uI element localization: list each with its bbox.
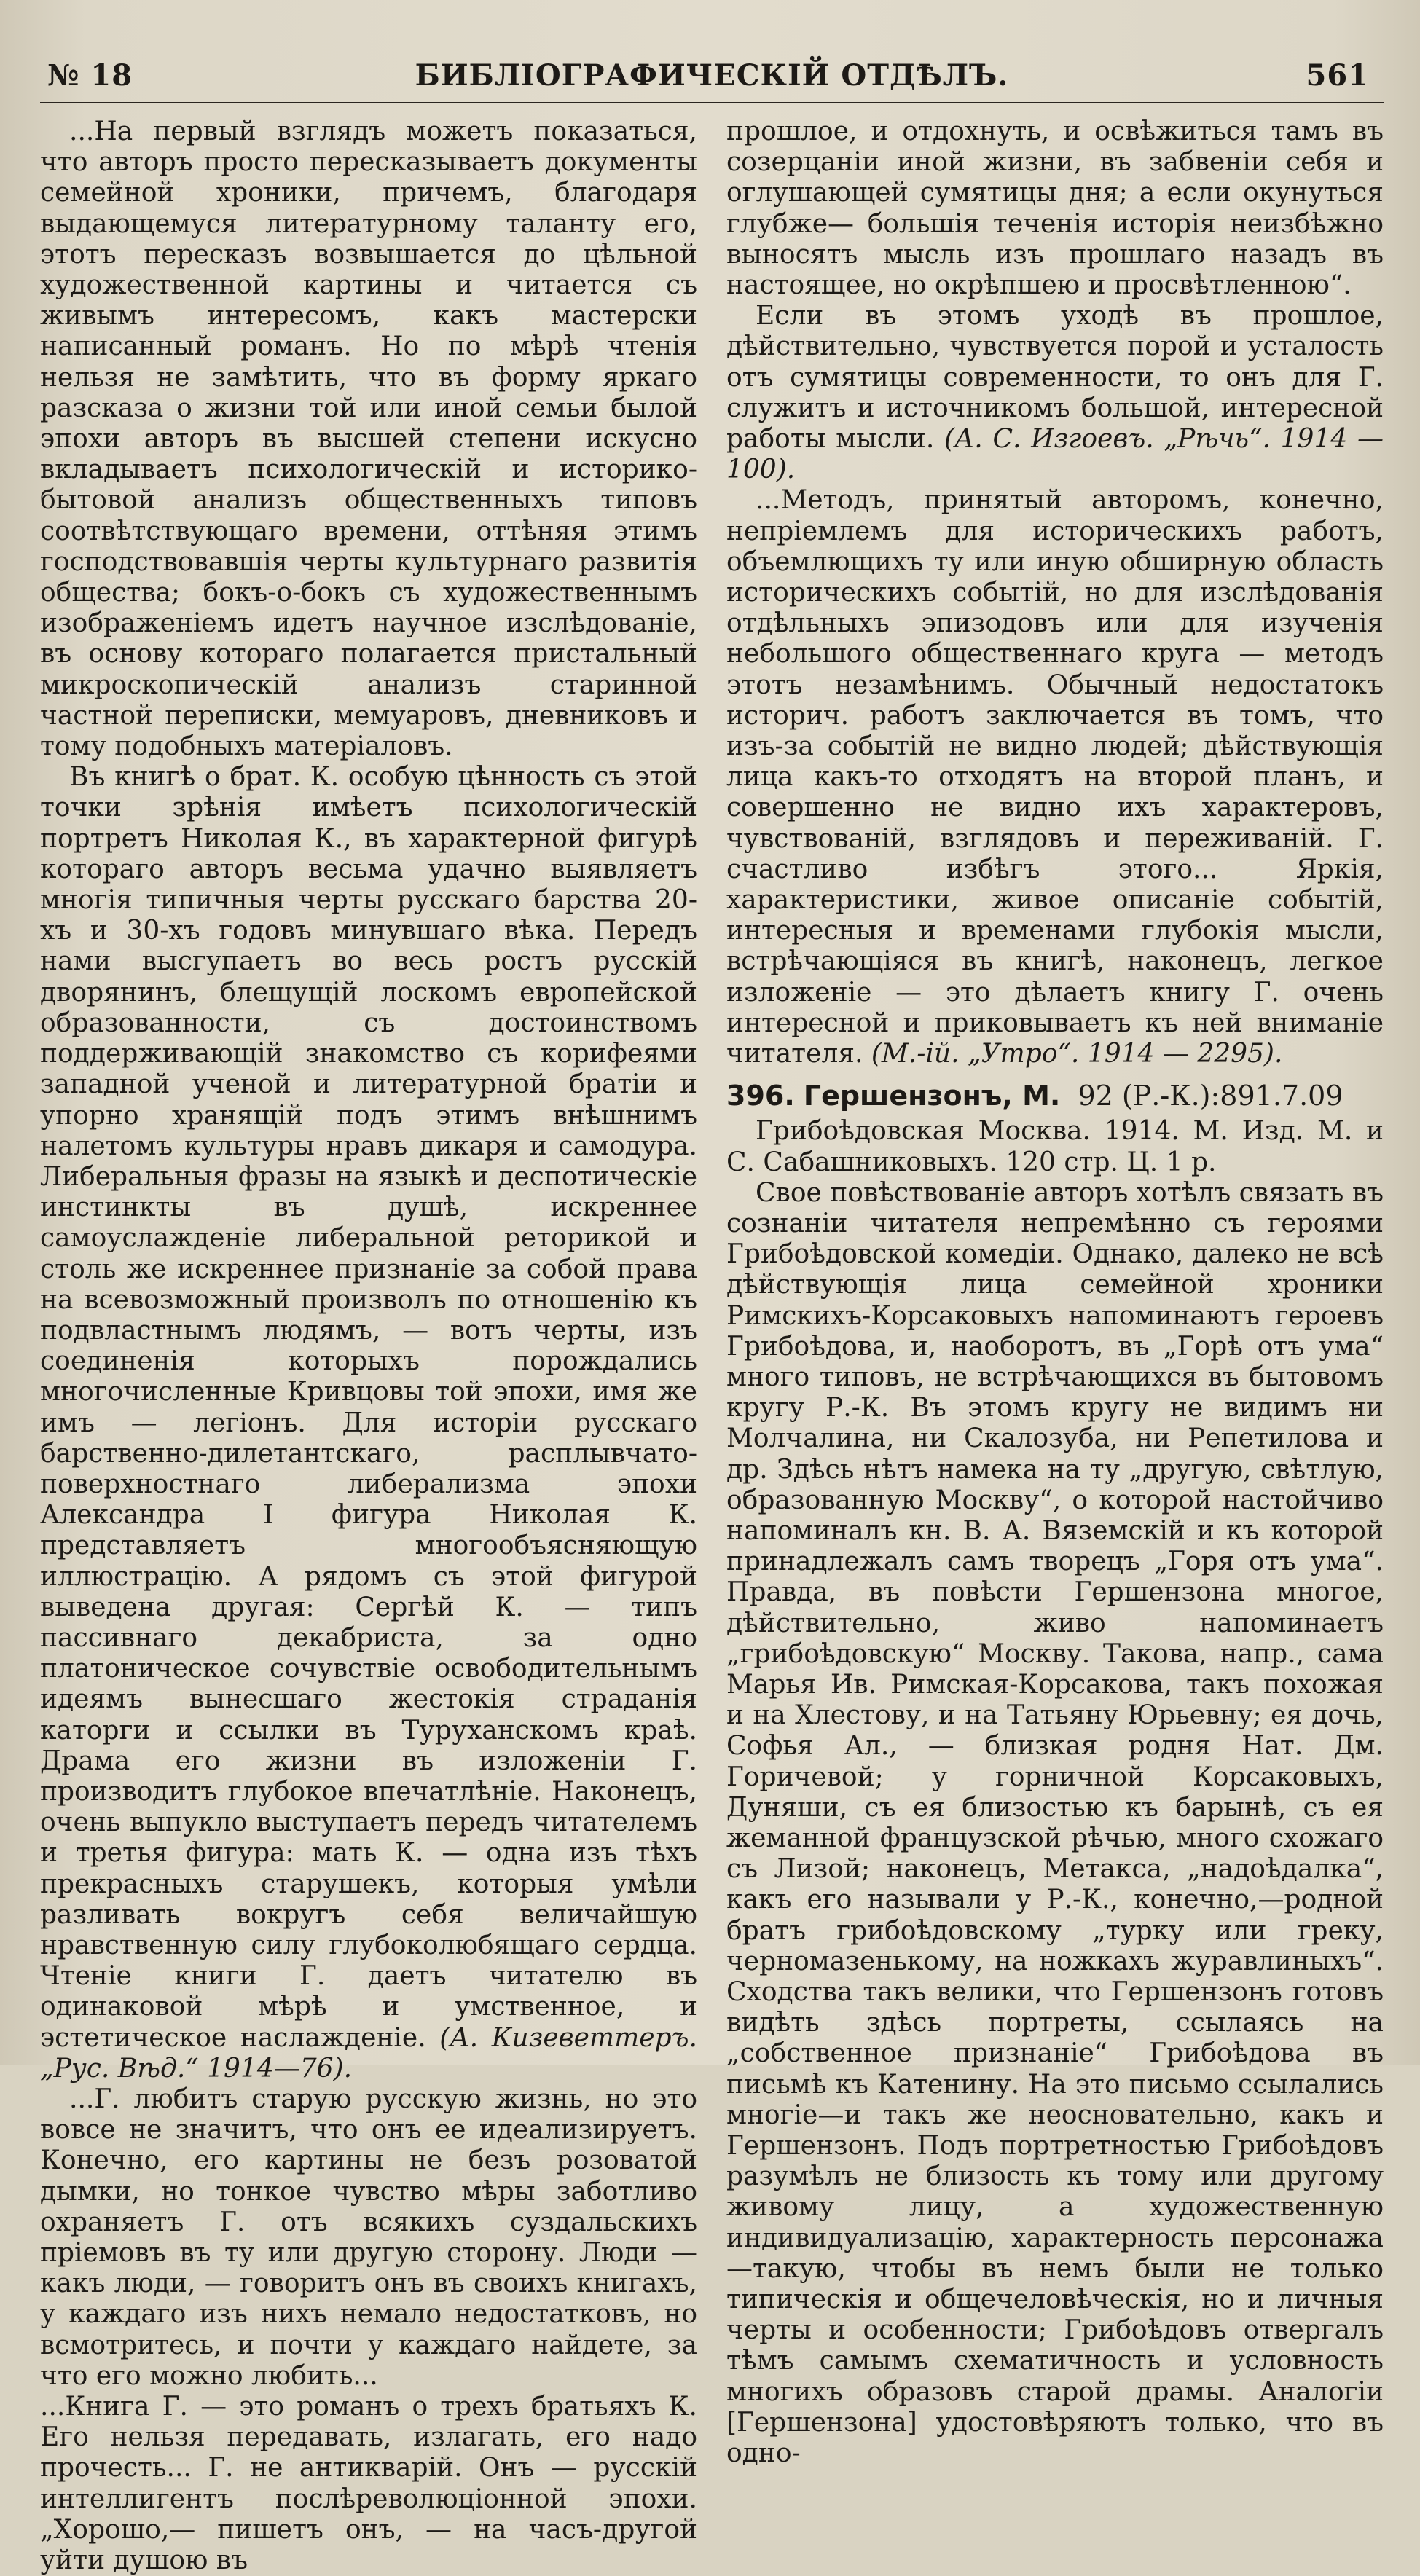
review-paragraph: [726, 301, 1384, 485]
issue-number: № 18: [47, 58, 133, 93]
source-citation: (А. Кизеветтеръ. „Рус. Вѣд.“ 1914—76).: [40, 2022, 697, 2084]
section-title: БИБЛІОГРАФИЧЕСКІЙ ОТДѢЛЪ.: [415, 58, 1009, 93]
page-number: 561: [1306, 58, 1369, 93]
review-paragraph: Свое повѣствованіе авторъ хотѣлъ связать въ сознаніи читателя непремѣнно съ героями Грибоѣдовской комедіи. Однако, далеко не всѣ дѣйствующія лица семейной хроники Римскихъ-Корсаковыхъ напоминаютъ героевъ Грибоѣдова, и, наоборотъ, въ „Горѣ отъ ума“ много типовъ, не встрѣчающихся въ бытовомъ кругу Р.-К. Въ этомъ кругу не видимъ ни Молчалина, ни Скалозуба, ни Репетилова и др. Здѣсь нѣтъ намека на ту „другую, свѣтлую, образованную Москву“, о которой настойчиво напоминалъ кн. В. А. Вяземскій и къ которой принадлежалъ самъ творецъ „Горя отъ ума“. Правда, въ повѣсти Гершензона многое, дѣйствительно, живо напоминаетъ „грибоѣдовскую“ Москву. Такова, напр., сама Марья Ив. Римская-Корсакова, такъ похожая и на Хлестову, и на Татьяну Юрьевну; ея дочь, Софья Ал., — близкая родня Нат. Дм. Горичевой; у горничной Корсаковыхъ, Дуняши, съ ея близостью къ барынѣ, съ ея жеманной французской рѣчью, много схожаго съ Лизой; наконецъ, Метакса, „надоѣдалка“, какъ его называли у Р.-К., конечно,—родной братъ грибоѣдовскому „турку или греку, черномазенькому, на ножкахъ журавлиныхъ“. Сходства такъ велики, что Гершензонъ готовъ видѣть здѣсь портреты, ссылаясь на „собственное признаніе“ Грибоѣдова въ письмѣ къ Катенину. На это письмо ссылались многіе—и такъ же неосновательно, какъ и Гершензонъ. Подъ портретностью Грибоѣдовъ разумѣлъ не близость къ тому или другому живому лицу, а художественную индивидуализацію, характерность персонажа—такую, чтобы въ немъ были не только типическія и общечеловѣческія, но и личныя черты и особенности; Грибоѣдовъ отвергалъ тѣмъ самымъ схематичность и условность многихъ образовъ старой драмы. Аналогіи [Гершензона] удостовѣряютъ только, что въ одно-: [726, 1177, 1384, 2469]
review-paragraph: ...Г. любитъ старую русскую жизнь, но это вовсе не значитъ, что онъ ее идеализируетъ. Конечно, его картины не безъ розоватой дымки, но тонкое чувство мѣры заботливо охраняетъ Г. отъ всякихъ суздальскихъ пріемовъ въ ту или другую сторону. Люди — какъ люди, — говоритъ онъ въ своихъ книгахъ, у каждаго изъ нихъ немало недостатковъ, но всмотритесь, и почти у каждаго найдете, за что его можно любить...: [40, 2084, 697, 2391]
bibliography-entry-heading: [726, 1080, 1384, 1112]
entry-author: Гершензонъ, М.: [803, 1080, 1061, 1112]
paragraph-text: ...Методъ, принятый авторомъ, конечно, непріемлемъ для историческихъ работъ, объемлющихъ ту или иную обширную область историческихъ событій, но для изслѣдованія отдѣльныхъ эпизодовъ или для изученія небольшого общественнаго круга — методъ этотъ незамѣнимъ. Обычный недостатокъ историч. работъ заключается въ томъ, что изъ-за событій не видно людей; дѣйствующія лица какъ-то отходятъ на второй планъ, и совершенно не видно ихъ характеровъ, чувствованій, взглядовъ и переживаній. Г. счастливо избѣгъ этого... Яркія, характеристики, живое описаніе событій, интересныя и временами глубокія мысли, встрѣчающіяся въ книгѣ, наконецъ, легкое изложеніе — это дѣлаетъ книгу Г. очень интересной и приковываетъ къ ней вниманіе читателя.: [726, 485, 1384, 1069]
running-head: [40, 44, 1384, 103]
entry-bibliographic-details: Грибоѣдовская Москва. 1914. М. Изд. М. и С. Сабашниковыхъ. 120 стр. Ц. 1 р.: [726, 1116, 1384, 1177]
review-paragraph: прошлое, и отдохнуть, и освѣжиться тамъ въ созерцаніи иной жизни, въ забвеніи себя и оглушающей сумятицы дня; а если окунуться глубже— большія теченія исторія неизбѣжно выносятъ мысль изъ прошлаго назадъ въ настоящее, но окрѣпшею и просвѣтленною“.: [726, 117, 1384, 301]
entry-classification: 92 (Р.-К.):891.7.09: [1078, 1080, 1343, 1112]
entry-number: 396.: [726, 1080, 795, 1112]
paragraph-text: Если въ этомъ уходѣ въ прошлое, дѣйствительно, чувствуется порой и усталость отъ сумятицы современности, то онъ для Г. служитъ и источникомъ большой, интересной работы мысли.: [726, 301, 1384, 455]
source-citation: (М.-ій. „Утро“. 1914 — 2295).: [871, 1039, 1283, 1069]
right-column: [726, 117, 1384, 2576]
source-citation: (А. С. Изгоевъ. „Рѣчь“. 1914 — 100).: [726, 424, 1384, 485]
review-paragraph: ...На первый взглядъ можетъ показаться, что авторъ просто пересказываетъ документы семейной хроники, причемъ, благодаря выдающемуся литературному таланту его, этотъ пересказъ возвышается до цѣльной художественной картины и читается съ живымъ интересомъ, какъ мастерски написанный романъ. Но по мѣрѣ чтенія нельзя не замѣтить, что въ форму яркаго разсказа о жизни той или иной семьи былой эпохи авторъ въ высшей степени искусно вкладываетъ психологическій и историко-бытовой анализъ общественныхъ типовъ соотвѣтствующаго времени, оттѣняя этимъ господствовавшія черты культурнаго развитія общества; бокъ-о-бокъ съ художественнымъ изображеніемъ идетъ научное изслѣдованіе, въ основу котораго полагается пристальный микроскопическій анализъ старинной частной переписки, мемуаровъ, дневниковъ и тому подобныхъ матеріаловъ.: [40, 117, 697, 762]
review-paragraph: [40, 762, 697, 2084]
text-columns: [40, 117, 1384, 2576]
left-column: [40, 117, 697, 2576]
paragraph-text: Въ книгѣ о брат. К. особую цѣнность съ этой точки зрѣнія имѣетъ психологическій портретъ Николая К., въ характерной фигурѣ котораго авторъ весьма удачно выявляетъ многія типичныя черты русскаго барства 20-хъ и 30-хъ годовъ минувшаго вѣка. Передъ нами высгупаетъ во весь ростъ русскій дворянинъ, блещущій лоскомъ европейской образованности, съ достоинствомъ поддерживающій знакомство съ корифеями западной ученой и литературной братіи и упорно хранящій подъ этимъ внѣшнимъ налетомъ культуры нравъ дикаря и самодура. Либеральныя фразы на языкѣ и деспотическіе инстинкты въ душѣ, искреннее самоуслажденіе либеральной реторикой и столь же искреннее признаніе за собой права на всевозможный произволъ по отношенію къ подвластнымъ людямъ, — вотъ черты, изъ соединенія которыхъ порождались многочисленные Кривцовы той эпохи, имя же имъ — легіонъ. Для исторіи русскаго барственно-дилетантскаго, расплывчато-поверхностнаго либерализма эпохи Александра I фигура Николая К. представляетъ многообъясняющую иллюстрацію. А рядомъ съ этой фигурой выведена другая: Сергѣй К. — типъ пассивнаго декабриста, за одно платоническое сочувствіе освободительнымъ идеямъ вынесшаго жестокія страданія каторги и ссылки въ Туруханскомъ краѣ. Драма его жизни въ изложеніи Г. производитъ глубокое впечатлѣніе. Наконецъ, очень выпукло выступаетъ передъ читателемъ и третья фигура: мать К. — одна изъ тѣхъ прекрасныхъ старушекъ, которыя умѣли разливать вокругъ себя величайшую нравственную силу глубоколюбящаго сердца. Чтеніе книги Г. даетъ читателю въ одинаковой мѣрѣ и умственное, и эстетическое наслажденіе.: [40, 762, 697, 2053]
review-paragraph: ...Книга Г. — это романъ о трехъ братьяхъ К. Его нельзя передавать, излагать, его надо прочесть... Г. не антикварій. Онъ — русскій интеллигентъ послѣреволюціонной эпохи. „Хорошо,— пишетъ онъ, — на часъ-другой уйти душою въ: [40, 2392, 697, 2576]
review-paragraph: [726, 485, 1384, 1069]
